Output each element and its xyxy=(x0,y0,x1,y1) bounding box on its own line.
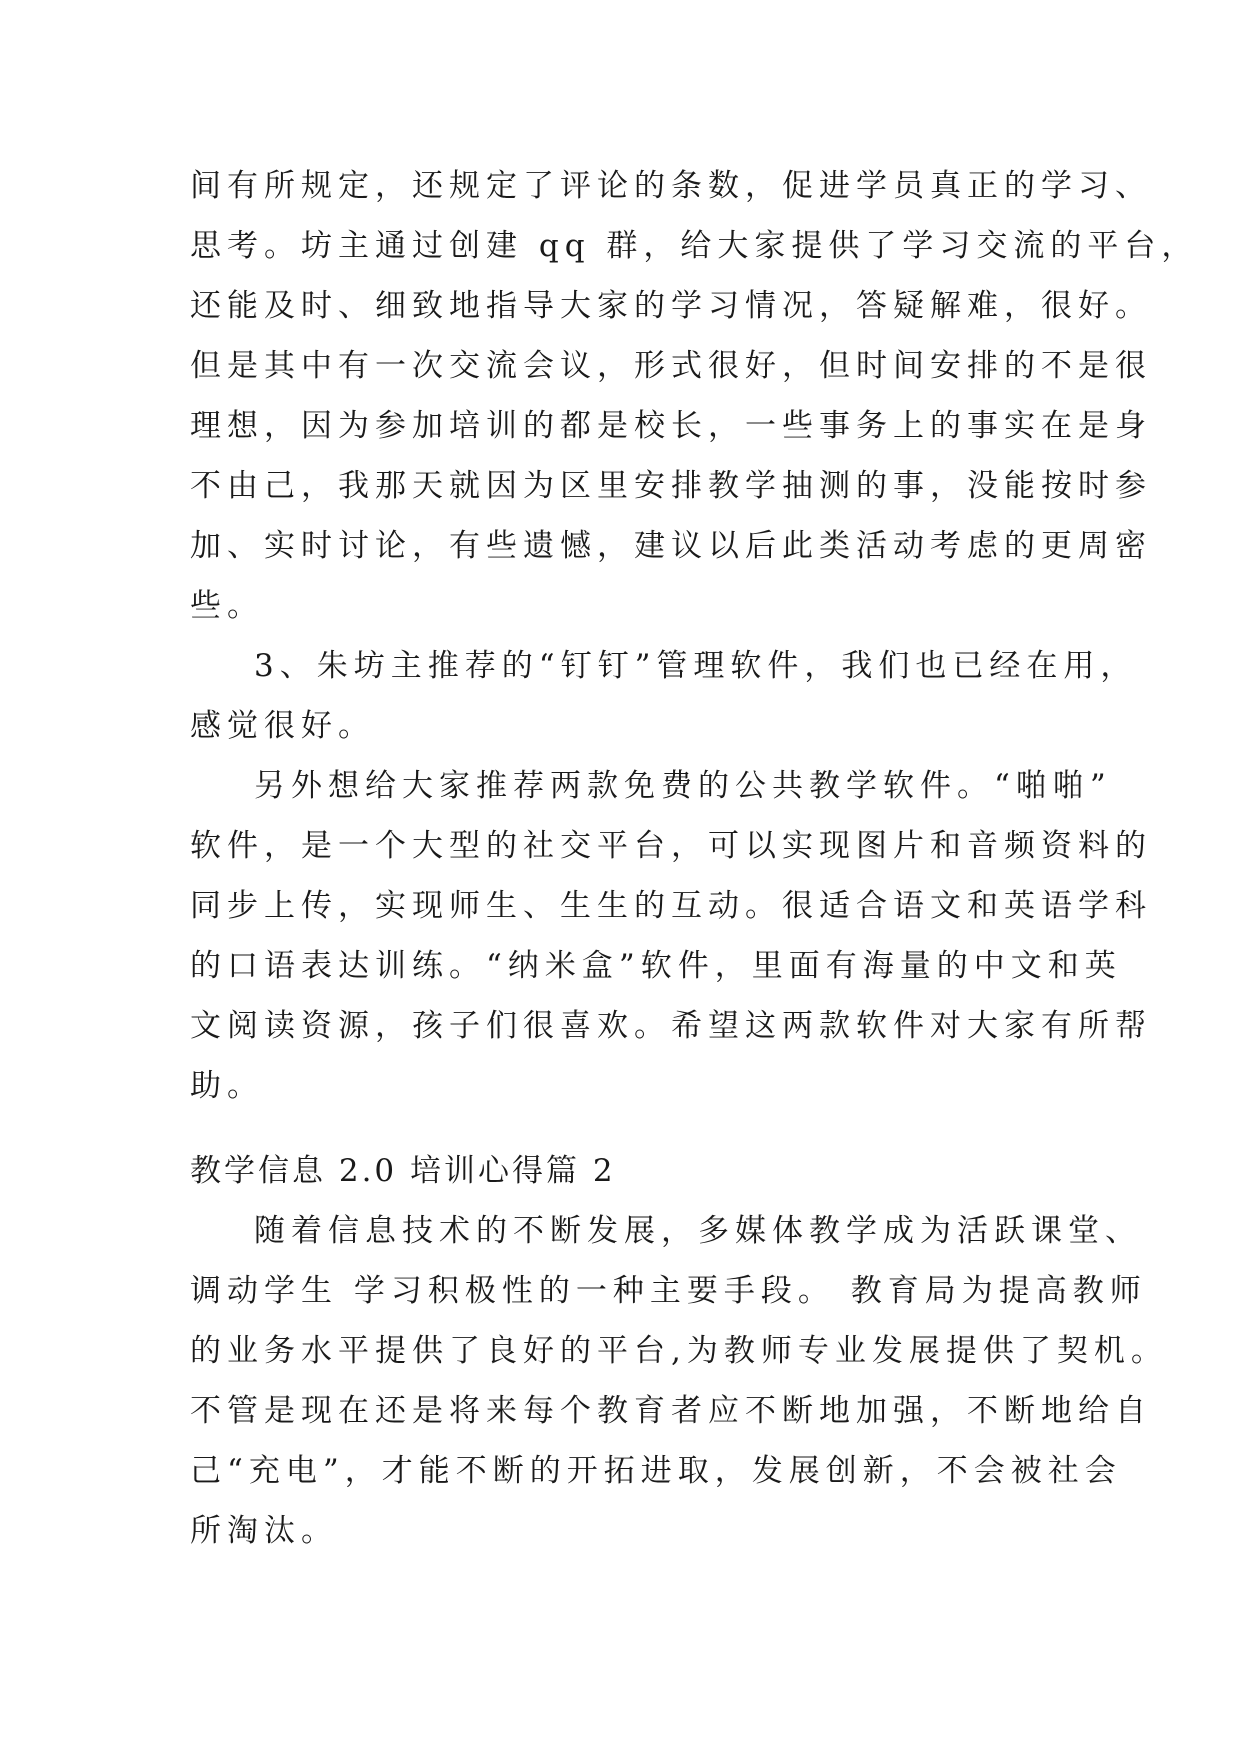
text-line: 的口语表达训练。“纳米盒”软件，里面有海量的中文和英 xyxy=(190,948,1122,984)
text-line: 同步上传，实现师生、生生的互动。很适合语文和英语学科 xyxy=(190,888,1152,924)
text-line: 理想，因为参加培训的都是校长，一些事务上的事实在是身 xyxy=(190,408,1152,444)
text-line: 不由己，我那天就因为区里安排教学抽测的事，没能按时参 xyxy=(190,468,1152,504)
text-line: 调动学生 学习积极性的一种主要手段。 教育局为提高教师 xyxy=(190,1273,1147,1309)
paragraph-start-line: 另外想给大家推荐两款免费的公共教学软件。“啪啪” xyxy=(254,768,1112,804)
text-line: 不管是现在还是将来每个教育者应不断地加强，不断地给自 xyxy=(190,1393,1152,1429)
text-line: 助。 xyxy=(190,1068,264,1104)
section-2-body xyxy=(190,1201,1168,1561)
text-line: 还能及时、细致地指导大家的学习情况，答疑解难，很好。 xyxy=(190,288,1152,324)
text-line: 所淘汰。 xyxy=(190,1513,338,1549)
section-1-body xyxy=(190,156,1199,1116)
text-line: 的业务水平提供了良好的平台,为教师专业发展提供了契机。 xyxy=(190,1333,1168,1369)
text-line: 但是其中有一次交流会议，形式很好，但时间安排的不是很 xyxy=(190,348,1152,384)
text-line: 思考。坊主通过创建 qq 群，给大家提供了学习交流的平台， xyxy=(190,228,1199,264)
paragraph-start-line: 3、朱坊主推荐的“钉钉”管理软件，我们也已经在用， xyxy=(254,648,1138,684)
text-line: 些。 xyxy=(190,588,264,624)
text-line: 感觉很好。 xyxy=(190,708,375,744)
text-line: 间有所规定，还规定了评论的条数，促进学员真正的学习、 xyxy=(190,168,1152,204)
text-line: 加、实时讨论，有些遗憾，建议以后此类活动考虑的更周密 xyxy=(190,528,1152,564)
text-line: 文阅读资源，孩子们很喜欢。希望这两款软件对大家有所帮 xyxy=(190,1008,1152,1044)
text-line: 软件，是一个大型的社交平台，可以实现图片和音频资料的 xyxy=(190,828,1152,864)
text-line: 己“充电”，才能不断的开拓进取，发展创新，不会被社会 xyxy=(190,1453,1122,1489)
paragraph-start-line: 随着信息技术的不断发展，多媒体教学成为活跃课堂、 xyxy=(254,1213,1142,1249)
section-2-heading: 教学信息 2.0 培训心得篇 2 xyxy=(190,1153,616,1189)
